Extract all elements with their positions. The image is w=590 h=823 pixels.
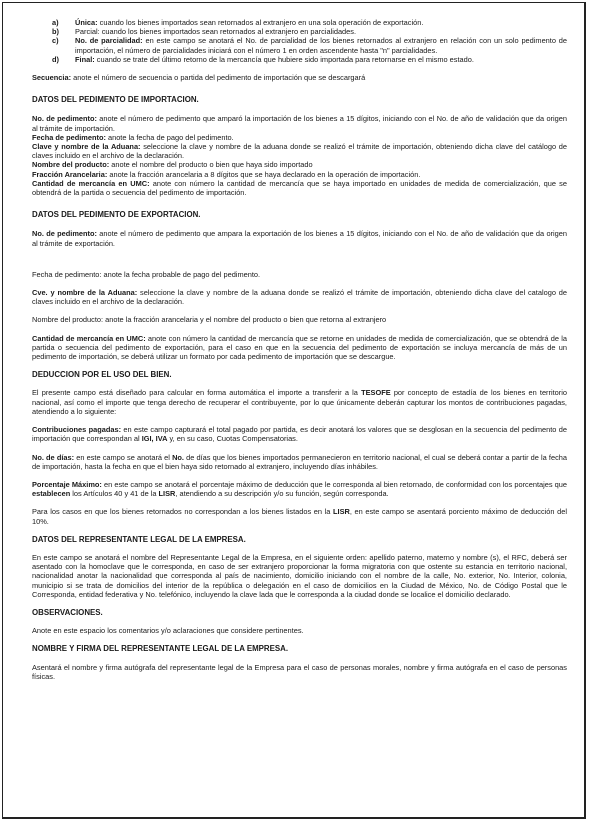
- field-text: anote el número de pedimento que amparó la importación de los bienes a 15 dígitos, iniciando con el No. de año de validación que da origen al trámite de importación.: [32, 114, 567, 133]
- list-marker: d): [52, 54, 59, 64]
- export-fecha-paragraph: Fecha de pedimento: anote la fecha probable de pago del pedimento.: [32, 269, 261, 279]
- document-page: [2, 2, 586, 819]
- import-fraccion-paragraph: [32, 170, 567, 179]
- list-marker: b): [52, 27, 59, 37]
- porcentaje-paragraph: Porcentaje Máximo: en este campo se anotará el porcentaje máximo de deducción que le corresponda al bien retornado, de conformidad con los porcentajes que establecen los Artículos 40 y 41 de la LISR, atendiendo a su descripción y/o su función, según corresponda.: [32, 479, 567, 499]
- field-term: Cantidad de mercancía en UMC:: [32, 178, 150, 188]
- contribuciones-paragraph: Contribuciones pagadas: en este campo capturará el total pagado por partida, es decir anotará los valores que se desglosan en la secuencia del pedimento de importación que correspondan al IGI, IVA y, en su caso, Cuotas Compensatorias.: [32, 425, 567, 444]
- field-text: anote el número de pedimento que ampara la exportación de los bienes a 15 dígitos, iniciando con el No. de año de validación que da origen al trámite de exportación.: [32, 229, 567, 248]
- list-item: [52, 55, 567, 64]
- field-term: Clave y nombre de la Aduana:: [32, 142, 141, 152]
- field-text: anote con número la cantidad de mercancía que se haya importado en unidades de medida de comercialización, que se obtendrá de la partida o secuencia del pedimento de importación.: [32, 178, 567, 198]
- field-text: anote con número la cantidad de mercancía que se retorne en unidades de medida de comercialización, que se obtendrá de la partida o secuencia del pedimento de exportación, para el caso en que en la secuencia del pedimento de exportación se incluya mercancía de más de un pedimento de importación, se deberá utilizar un formato por cada pedimento de importación que se descargue.: [32, 333, 567, 362]
- import-aduana-paragraph: [32, 142, 567, 160]
- document-body: [32, 16, 567, 681]
- field-term: Cantidad de mercancía en UMC:: [32, 333, 146, 343]
- representative-paragraph: En este campo se anotará el nombre del Representante Legal de la Empresa, en el siguiente orden: apellido paterno, materno y nombre (s), el RFC, deberá ser asentado con la homoclave que le corresponda, en caso de ser extranjero proporcionar la forma migratoria con que ostente su estancia en territorio nacional, nacionalidad anotar la nacionalidad que corresponda al país de nacimiento, domicilio iniciando con el nombre de la calle, No. exterior, No. Interior, colonia, municipio si se trata de domicilios del interior de la república o delegación en el caso de domicilios en la Ciudad de México, No. de Código Postal que le Corresponda, entidad federativa y No. telefónico, incluyendo la clave lada que le corresponda a la ciudad donde se localice el domicilio declarado.: [32, 552, 567, 599]
- tesofe-term: TESOFE: [361, 388, 391, 398]
- field-term: Contribuciones pagadas:: [32, 425, 122, 435]
- list-marker: a): [52, 18, 59, 27]
- list-term: Final:: [75, 54, 95, 64]
- deduction-section-heading: DEDUCCION POR EL USO DEL BIEN.: [32, 370, 172, 380]
- signature-paragraph: Asentará el nombre y firma autógrafa del representante legal de la Empresa para el caso de personas morales, nombre y firma autógrafa en el caso de personas físicas.: [32, 662, 567, 681]
- lisr-paragraph: Para los casos en que los bienes retornados no correspondan a los bienes listados en la LISR, en este campo se asentará porciento máximo de deducción del 10%.: [32, 507, 567, 526]
- import-pedimento-paragraph: [32, 114, 567, 132]
- field-term: Porcentaje Máximo:: [32, 479, 102, 489]
- secuencia-paragraph: [32, 73, 567, 82]
- observations-section-heading: OBSERVACIONES.: [32, 607, 103, 617]
- secuencia-term: Secuencia:: [32, 73, 72, 83]
- export-section-heading: DATOS DEL PEDIMENTO DE EXPORTACION.: [32, 210, 201, 220]
- field-term: No. de días:: [32, 452, 75, 462]
- list-item: [52, 18, 567, 27]
- field-text: seleccione la clave y nombre de la aduana donde se realizó el trámite de importación, obteniendo dicha clave del catálogo de claves incluido en el archivo de la declaración.: [32, 142, 568, 161]
- import-section-heading: DATOS DEL PEDIMENTO DE IMPORTACION.: [32, 95, 199, 105]
- operation-type-list: [52, 18, 567, 64]
- field-term: Fracción Arancelaria:: [32, 169, 108, 179]
- export-pedimento-paragraph: [32, 229, 567, 247]
- observations-paragraph: Anote en este espacio los comentarios y/o aclaraciones que considere pertinentes.: [32, 626, 304, 636]
- list-marker: c): [52, 36, 59, 46]
- list-term: Parcial:: [75, 27, 100, 37]
- deduction-intro-paragraph: El presente campo está diseñado para calcular en forma automática el importe a transferir a la TESOFE por concepto de estadía de los bienes en territorio nacional, así como el importe que tenga derecho de recuperar el contribuyente, por lo que únicamente deberán capturar los montos de contribuciones pagadas, atendiendo a lo siguiente:: [32, 388, 567, 416]
- list-text: en este campo se anotará el No. de parcialidad de los bienes retornados al extranjero en relación con un solo pedimento de importación, el número de parcialidades iniciará con el número 1 en orden ascendente hasta "n" parcialidades.: [75, 36, 567, 55]
- import-fecha-paragraph: [32, 133, 567, 142]
- field-text: anote la fecha de pago del pedimento.: [105, 132, 234, 142]
- list-term: Única:: [75, 18, 98, 27]
- list-item: [52, 27, 567, 36]
- field-text: seleccione la clave y nombre de la aduana donde se realizó el trámite de importación, obteniendo dicha clave del catalogo de claves incluido en el archivo de la declaración.: [32, 288, 568, 307]
- list-term: No. de parcialidad:: [75, 36, 143, 46]
- field-text: anote el nombre del producto o bien que haya sido importado: [109, 160, 313, 170]
- export-aduana-paragraph: [32, 288, 567, 306]
- list-text: cuando se trate del último retorno de la mercancía que hubiere sido importada para retornarse en el mismo estado.: [94, 54, 474, 64]
- secuencia-text: anote el número de secuencia o partida del pedimento de importación que se descargará: [71, 73, 366, 83]
- field-term: Fecha de pedimento:: [32, 132, 106, 142]
- list-text: cuando los bienes importados sean retornados al extranjero en una sola operación de exportación.: [97, 18, 424, 27]
- import-cantidad-paragraph: [32, 179, 567, 197]
- import-producto-paragraph: [32, 160, 567, 169]
- field-term: No. de pedimento:: [32, 229, 97, 239]
- export-producto-paragraph: Nombre del producto: anote la fracción arancelaria y el nombre del producto o bien que retorna al extranjero: [32, 315, 387, 325]
- field-text: anote la fracción arancelaria a 8 dígitos que se haya declarado en la operación de importación.: [107, 169, 421, 179]
- signature-section-heading: NOMBRE Y FIRMA DEL REPRESENTANTE LEGAL DE LA EMPRESA.: [32, 644, 289, 654]
- field-term: Nombre del producto:: [32, 160, 110, 170]
- list-item: [52, 36, 567, 54]
- representative-section-heading: DATOS DEL REPRESENTANTE LEGAL DE LA EMPRESA.: [32, 534, 246, 544]
- list-text: cuando los bienes importados sean retornados al extranjero en parcialidades.: [99, 27, 357, 37]
- export-cantidad-paragraph: [32, 334, 567, 362]
- no-dias-paragraph: No. de días: en este campo se anotará el No. de días que los bienes importados permanecieron en territorio nacional, el cual se deberá contar a partir de la fecha de importación, hasta la fecha en que el bien haya sido retornado al extranjero, incluyendo días inhábiles.: [32, 452, 568, 471]
- field-term: Cve. y nombre de la Aduana:: [32, 288, 138, 298]
- field-term: No. de pedimento:: [32, 114, 97, 124]
